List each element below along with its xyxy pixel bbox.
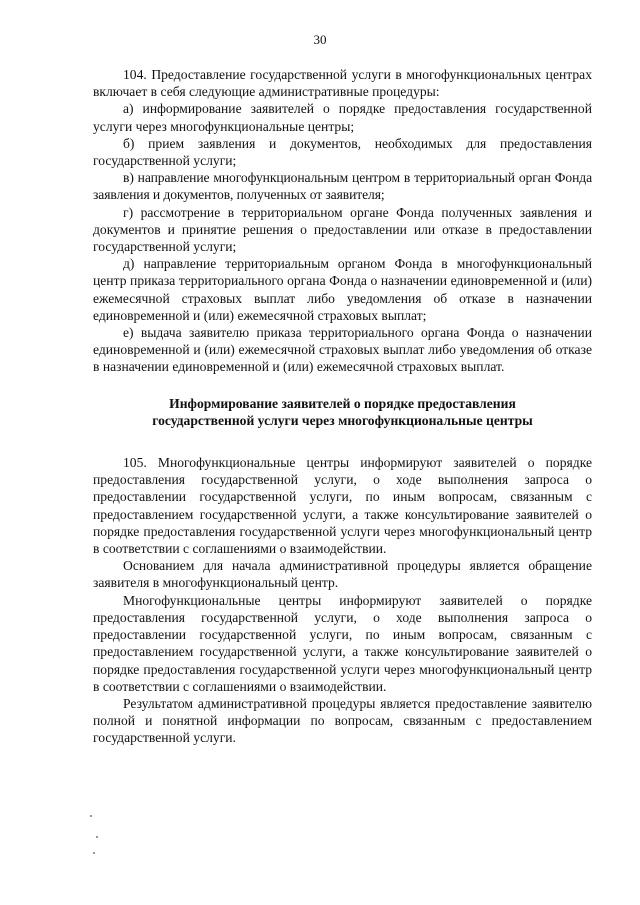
scan-speck [96,836,98,838]
document-body [93,66,592,747]
list-item-v: в) направление многофункциональным центром в территориальный орган Фонда заявления и документов, полученных от заявителя; [93,170,592,203]
page-number: 30 [313,32,327,47]
paragraph-informing: Многофункциональные центры информируют заявителей о порядке предоставления государственной услуги, о ходе выполнения запроса о предоставлении государственной услуги, по иным вопросам, связанным с предоставлением государственной услуги, а также консультирование заявителей о порядке предоставления государственной услуги через многофункциональный центр в соответствии с соглашениями о взаимодействии. [93,592,592,694]
paragraph-basis: Основанием для начала административной процедуры является обращение заявителя в многофункциональный центр. [93,558,592,591]
list-item-d: д) направление территориальным органом Фонда в многофункциональный центр приказа территориального органа Фонда о назначении единовременной и (или) ежемесячной страховых выплат либо уведомления об отказе в назначении единовременной и (или) ежемесячной страховых выплат; [93,256,592,323]
list-item-e: е) выдача заявителю приказа территориального органа Фонда о назначении единовременной и (или) ежемесячной страховых выплат либо уведомления об отказе в назначении единовременной и (или) ежемесячной страховых выплат. [93,325,592,375]
scan-speck [93,852,95,854]
section-heading [93,395,592,429]
list-item-a: а) информирование заявителей о порядке предоставления государственной услуги через многофункциональные центры; [93,101,592,134]
paragraph-result: Результатом административной процедуры является предоставление заявителю полной и понятной информации по вопросам, связанным с предоставлением государственной услуги. [93,695,592,746]
scan-speck [90,815,92,817]
paragraph-105: 105. Многофункциональные центры информируют заявителей о порядке предоставления государственной услуги, о ходе выполнения запроса о предоставлении государственной услуги, по иным вопросам, связанным с предоставлением государственной услуги, а также консультирование заявителей о порядке предоставления государственной услуги через многофункциональный центр в соответствии с соглашениями о взаимодействии. [93,455,592,557]
list-item-g: г) рассмотрение в территориальном органе Фонда полученных заявления и документов и принятие решения о предоставлении или отказе в предоставлении государственной услуги; [93,204,592,255]
list-item-b: б) прием заявления и документов, необходимых для предоставления государственной услуги; [93,135,592,169]
section-heading-line-1: Информирование заявителей о порядке предоставления [169,395,516,411]
section-heading-line-2: государственной услуги через многофункциональные центры [152,412,533,428]
paragraph-104: 104. Предоставление государственной услуги в многофункциональных центрах включает в себя следующие административные процедуры: [93,67,592,100]
